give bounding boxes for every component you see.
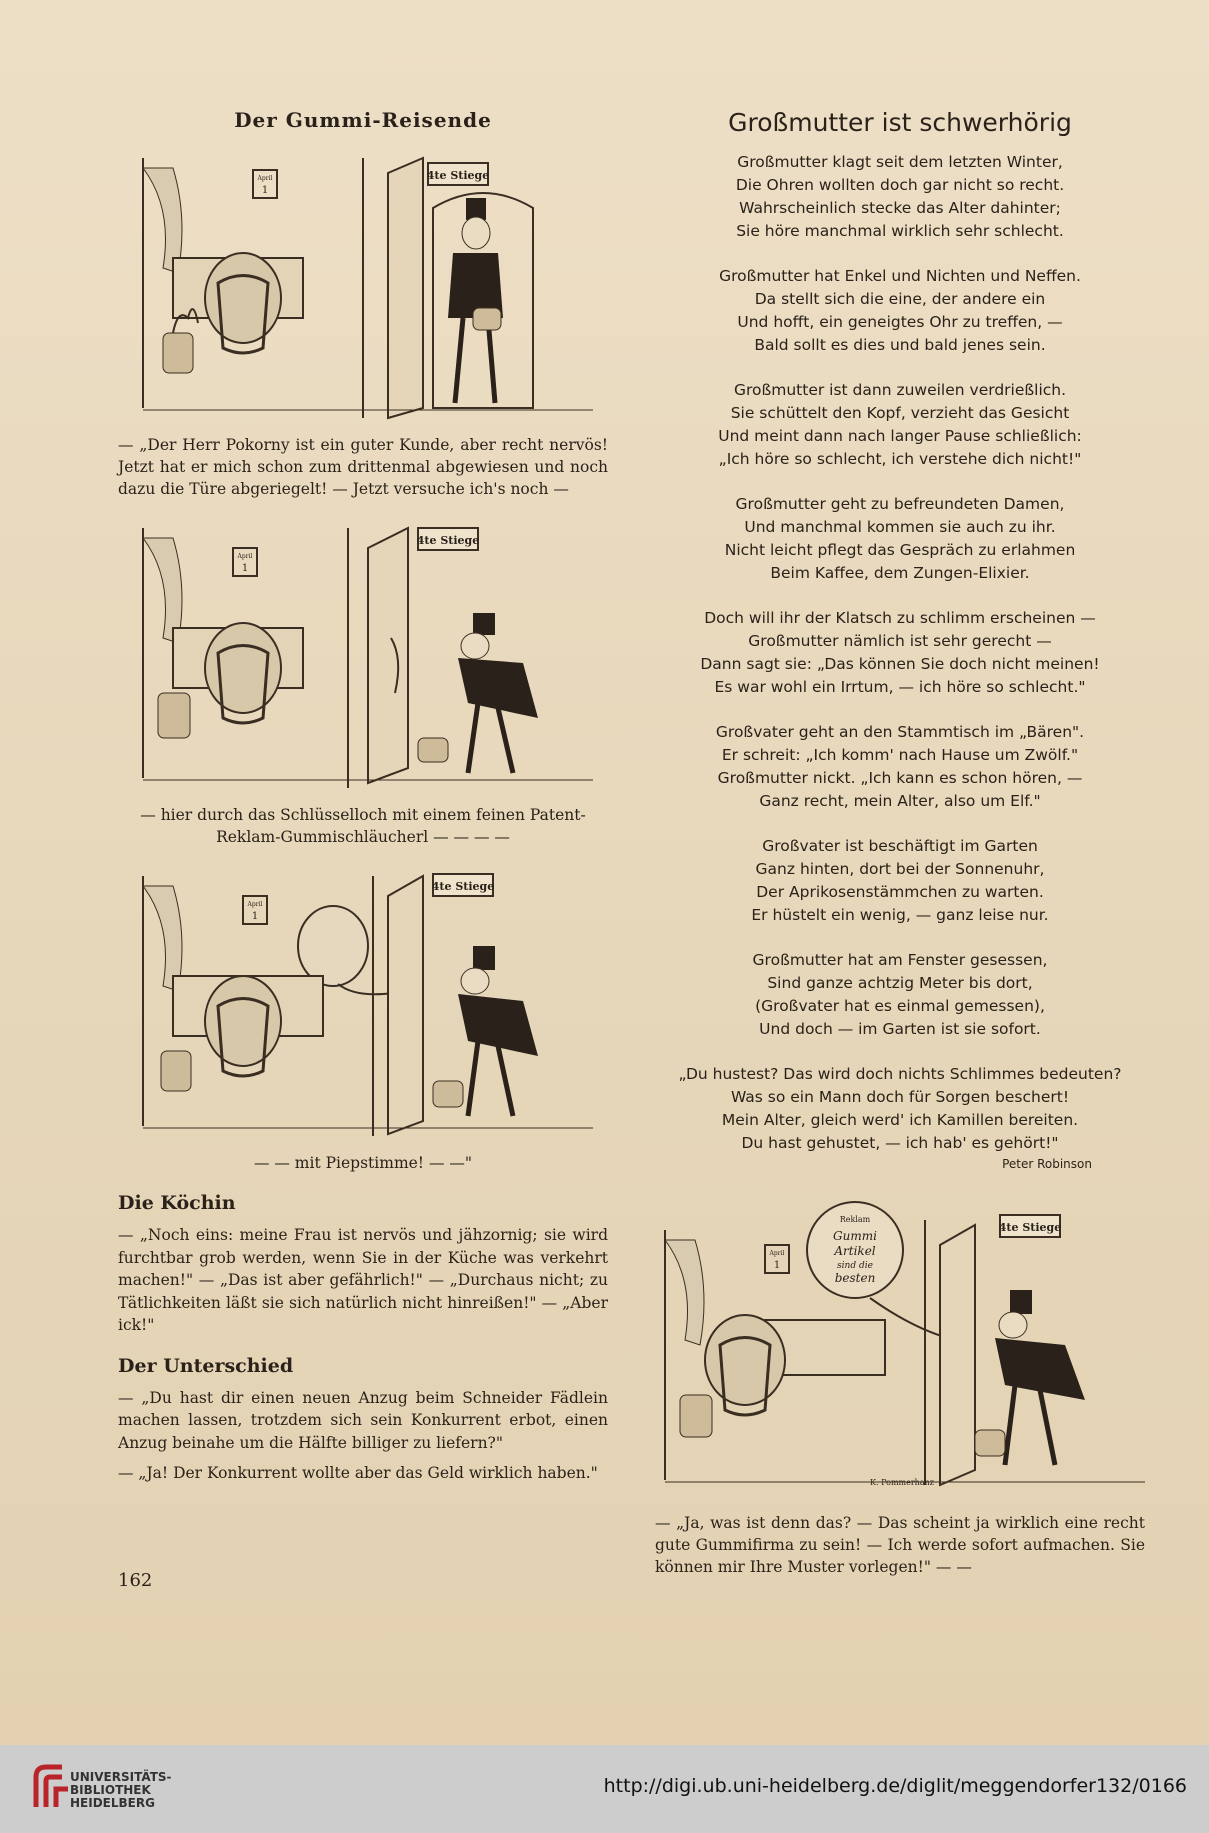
page-number: 162 — [118, 1570, 153, 1591]
poem-stanza — [650, 607, 1150, 699]
poem-line: Großmutter hat am Fenster gesessen, — [752, 951, 1048, 969]
svg-text:sind die: sind die — [837, 1261, 873, 1271]
poem-line: Doch will ihr der Klatsch zu schlimm erscheinen — — [704, 609, 1096, 627]
poem-line: Ganz recht, mein Alter, also um Elf." — [759, 792, 1041, 810]
svg-text:April: April — [769, 1250, 785, 1257]
poem-line: Sie schüttelt den Kopf, verzieht das Gesicht — [730, 404, 1070, 422]
illustration-panel-1 — [133, 148, 593, 428]
svg-text:besten: besten — [834, 1271, 876, 1285]
poem-line: Ganz hinten, dort bei der Sonnenuhr, — [755, 860, 1045, 878]
poem-line: Und doch — im Garten ist sie sofort. — [759, 1020, 1041, 1038]
poem-line: Du hast gehustet, — ich hab' es gehört!" — [741, 1134, 1059, 1152]
poem-line: Großmutter hat Enkel und Nichten und Neffen. — [719, 267, 1081, 285]
illustration-panel-3 — [133, 866, 593, 1146]
poem-line: Sind ganze achtzig Meter bis dort, — [767, 974, 1033, 992]
logo-line-3: HEIDELBERG — [70, 1796, 155, 1810]
poem-line: Großvater geht an den Stammtisch im „Bären". — [715, 723, 1085, 741]
logo-line-2: BIBLIOTHEK — [70, 1783, 151, 1797]
caption-1: — „Der Herr Pokorny ist ein guter Kunde, aber recht nervös! Jetzt hat er mich schon zum drittenmal abgewiesen und noch dazu die Türe abgeriegelt! — Jetzt versuche ich's noch — — [118, 436, 608, 498]
poem-line: Dann sagt sie: „Das können Sie doch nicht meinen! — [700, 655, 1100, 673]
poem-line: Großmutter klagt seit dem letzten Winter, — [737, 153, 1063, 171]
poem-line: Bald sollt es dies und bald jenes sein. — [754, 336, 1046, 354]
poem-line: Großmutter geht zu befreundeten Damen, — [735, 495, 1065, 513]
svg-text:1: 1 — [261, 185, 269, 196]
poem-author: Peter Robinson — [1002, 1157, 1092, 1171]
cartoon-scene-4 — [655, 1200, 1145, 1500]
poem-line: Großmutter ist dann zuweilen verdrießlich. — [733, 381, 1067, 399]
svg-text:4te Stiege: 4te Stiege — [426, 169, 490, 182]
library-footer — [0, 1745, 1209, 1833]
poem-line: Nicht leicht pflegt das Gespräch zu erlahmen — [724, 541, 1076, 559]
poem-title: Großmutter ist schwerhörig — [728, 108, 1072, 137]
poem-line: Was so ein Mann doch für Sorgen beschert! — [730, 1088, 1070, 1106]
right-column — [650, 108, 1150, 1171]
svg-text:April: April — [237, 553, 253, 560]
svg-text:4te Stiege: 4te Stiege — [431, 880, 495, 893]
left-title: Der Gummi-Reisende — [234, 108, 492, 132]
poem-stanza — [650, 493, 1150, 585]
poem-line: Großvater ist beschäftigt im Garten — [762, 837, 1038, 855]
caption-2: — hier durch das Schlüsselloch mit einem feinen Patent-Reklam-Gummischläucherl — — — — — [140, 806, 586, 846]
svg-text:4te Stiege: 4te Stiege — [416, 534, 480, 547]
caption-3: — — mit Piepstimme! — —" — [253, 1154, 473, 1172]
svg-text:4te Stiege: 4te Stiege — [998, 1221, 1062, 1234]
poem-line: Er hüstelt ein wenig, — ganz leise nur. — [751, 906, 1049, 924]
poem-line: Wahrscheinlich stecke das Alter dahinter; — [739, 199, 1061, 217]
poem-line: Es war wohl ein Irrtum, — ich höre so schlecht." — [714, 678, 1086, 696]
poem-line: Großmutter nämlich ist sehr gerecht — — [748, 632, 1052, 650]
poem-line: Da stellt sich die eine, der andere ein — [754, 290, 1046, 308]
koechin-text: — „Noch eins: meine Frau ist nervös und jähzornig; sie wird furchtbar grob werden, wenn Sie in der Küche was verkehrt machen!" — „Das ist aber gefährlich!" — „Durchaus nicht; zu Tätlichkeiten läßt sie sich natürlich nicht hinreißen!" — „Aber ick!" — [118, 1226, 608, 1334]
unterschied-text-1: — „Du hast dir einen neuen Anzug beim Schneider Fädlein machen lassen, trotzdem sich sein Konkurrent erbot, einen Anzug beinahe um die Hälfte billiger zu liefern?" — [118, 1388, 608, 1452]
poem-line: „Ich höre so schlecht, ich verstehe dich nicht!" — [718, 450, 1082, 468]
poem-stanza — [650, 265, 1150, 357]
cartoon-scene-3 — [133, 866, 593, 1146]
caption-4: — „Ja, was ist denn das? — Das scheint ja wirklich eine recht gute Gummifirma zu sein! — Ich werde sofort aufmachen. Sie können mir Ihre Muster vorlegen!" — — — [655, 1514, 1145, 1576]
illustration-panel-2 — [133, 518, 593, 798]
poem-line: Der Aprikosenstämmchen zu warten. — [756, 883, 1044, 901]
koechin-heading: Die Köchin — [118, 1192, 236, 1214]
poem-stanza — [650, 1063, 1150, 1155]
svg-text:Gummi: Gummi — [833, 1229, 877, 1243]
poem-line: Und hofft, ein geneigtes Ohr zu treffen, — — [737, 313, 1063, 331]
svg-text:April: April — [257, 175, 273, 182]
cartoon-scene-1 — [133, 148, 593, 428]
poem-line: Sie höre manchmal wirklich sehr schlecht. — [736, 222, 1064, 240]
svg-text:1: 1 — [241, 563, 249, 574]
illustration-panel-4 — [655, 1200, 1145, 1500]
poem-stanza — [650, 721, 1150, 813]
svg-text:1: 1 — [773, 1260, 781, 1271]
unterschied-heading: Der Unterschied — [118, 1354, 294, 1377]
poem-stanza — [650, 949, 1150, 1041]
poem-stanza — [650, 151, 1150, 243]
svg-text:Reklam: Reklam — [839, 1215, 871, 1224]
poem-line: Er schreit: „Ich komm' nach Hause um Zwölf." — [721, 746, 1079, 764]
svg-text:Artikel: Artikel — [834, 1244, 876, 1258]
left-column — [118, 108, 608, 1493]
logo-line-1: UNIVERSITÄTS- — [70, 1770, 172, 1784]
poem-stanza — [650, 835, 1150, 927]
unterschied-text-2: — „Ja! Der Konkurrent wollte aber das Geld wirklich haben." — [118, 1464, 598, 1482]
cartoon-scene-2 — [133, 518, 593, 798]
svg-text:K. Pommerhanz: K. Pommerhanz — [870, 1478, 934, 1487]
poem-line: (Großvater hat es einmal gemessen), — [755, 997, 1045, 1015]
poem-stanza — [650, 379, 1150, 471]
poem-line: Und manchmal kommen sie auch zu ihr. — [744, 518, 1056, 536]
poem-stanzas — [650, 151, 1150, 1155]
poem-line: Und meint dann nach langer Pause schließlich: — [718, 427, 1082, 445]
source-url-link[interactable]: http://digi.ub.uni-heidelberg.de/diglit/meggendorfer132/0166 — [603, 1775, 1187, 1797]
poem-line: Großmutter nickt. „Ich kann es schon hören, — — [717, 769, 1083, 787]
poem-line: Die Ohren wollten doch gar nicht so recht. — [735, 176, 1065, 194]
poem-line: Mein Alter, gleich werd' ich Kamillen bereiten. — [721, 1111, 1079, 1129]
svg-text:1: 1 — [251, 911, 259, 922]
logo-text — [70, 1771, 172, 1810]
poem-line: „Du hustest? Das wird doch nichts Schlimmes bedeuten? — [678, 1065, 1122, 1083]
svg-text:April: April — [247, 901, 263, 908]
poem-line: Beim Kaffee, dem Zungen-Elixier. — [770, 564, 1030, 582]
